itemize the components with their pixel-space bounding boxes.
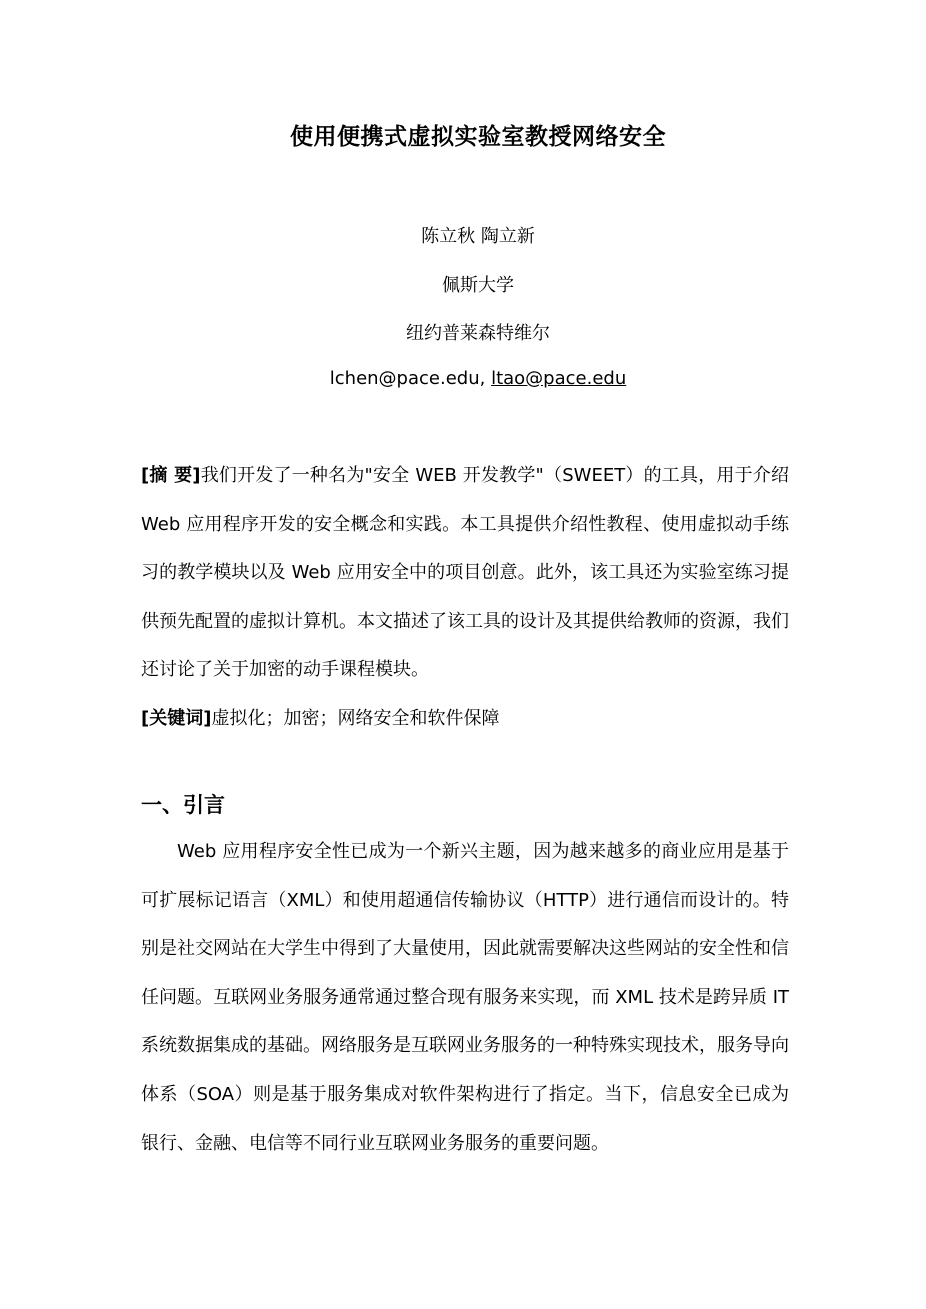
paper-authors: 陈立秋 陶立新	[421, 226, 535, 247]
author-location: 纽约普莱森特维尔	[406, 323, 550, 344]
section-heading-introduction: 一、引言	[141, 793, 225, 817]
author-affiliation: 佩斯大学	[442, 275, 514, 296]
paper-title: 使用便携式虚拟实验室教授网络安全	[290, 124, 666, 150]
author-emails	[0, 368, 926, 389]
email-plain: lchen@pace.edu,	[329, 368, 492, 389]
abstract-label: [摘 要]	[141, 465, 201, 486]
abstract-text: 我们开发了一种名为"安全 WEB 开发教学"（SWEET）的工具，用于介绍 Web 应用程序开发的安全概念和实践。本工具提供介绍性教程、使用虚拟动手练习的教学模块以及 Web 应用安全中的项目创意。此外，该工具还为实验室练习提供预先配置的虚拟计算机。本文描述了该工具的设计及其提供给教师的资源，我们还讨论了关于加密的动手课程模块。	[141, 465, 789, 681]
keywords-label: [关键词]	[141, 708, 212, 729]
introduction-paragraph: Web 应用程序安全性已成为一个新兴主题，因为越来越多的商业应用是基于可扩展标记语言（XML）和使用超通信传输协议（HTTP）进行通信而设计的。特别是社交网站在大学生中得到了大量使用，因此就需要解决这些网站的安全性和信任问题。互联网业务服务通常通过整合现有服务来实现，而 XML 技术是跨异质 IT 系统数据集成的基础。网络服务是互联网业务服务的一种特殊实现技术，服务导向体系（SOA）则是基于服务集成对软件架构进行了指定。当下，信息安全已成为银行、金融、电信等不同行业互联网业务服务的重要问题。	[141, 841, 789, 1154]
email-link[interactable]: ltao@pace.edu	[491, 368, 627, 389]
abstract-paragraph	[141, 452, 789, 695]
keywords-text: 虚拟化；加密；网络安全和软件保障	[211, 708, 500, 729]
keywords-line	[141, 695, 789, 744]
